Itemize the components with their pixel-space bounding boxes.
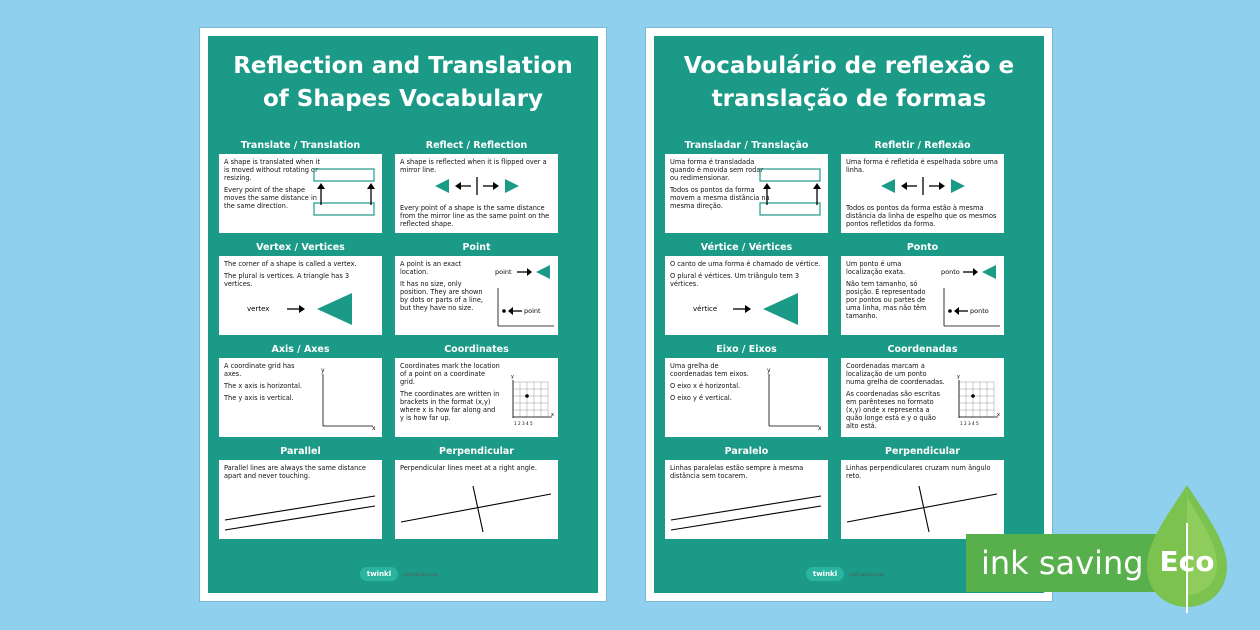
card-heading: Point	[395, 240, 558, 256]
reflect-text-2: Todos os pontos da forma estão à mesma distância da linha de espelho que os mesmos pontos refletidos da forma.	[846, 204, 997, 228]
translate-text-2: Todos os pontos da forma movem a mesma distância na mesma direção.	[670, 186, 770, 210]
card-axis	[217, 340, 384, 439]
svg-text:x: x	[997, 412, 1000, 418]
point-text-1: A point is an exact location.	[400, 260, 462, 276]
card-heading: Perpendicular	[395, 444, 558, 460]
card-coordinates	[393, 340, 560, 439]
footer-url: visit twinkl.com	[849, 573, 885, 578]
svg-text:1 2 3 4 5: 1 2 3 4 5	[514, 421, 533, 426]
card-parallel	[217, 442, 384, 541]
card-heading: Coordenadas	[841, 342, 1004, 358]
svg-text:y: y	[321, 367, 325, 374]
coordinates-text-1: Coordenadas marcam a localização de um ponto numa grelha de coordenadas.	[846, 362, 945, 386]
vertex-label: vertex	[247, 305, 270, 313]
card-vertex	[663, 238, 830, 337]
poster-portuguese	[646, 28, 1052, 601]
perpendicular-lines-diagram	[395, 484, 555, 532]
axis-text-3: O eixo y é vertical.	[670, 394, 732, 402]
card-heading: Transladar / Translação	[665, 138, 828, 154]
point-diagram	[492, 264, 560, 328]
svg-text:x: x	[818, 425, 822, 430]
reflect-text-1: A shape is reflected when it is flipped over a mirror line.	[400, 158, 547, 174]
card-vertex	[217, 238, 384, 337]
card-heading: Ponto	[841, 240, 1004, 256]
reflect-text-2: Every point of a shape is the same distance from the mirror line as the same point on the reflected shape.	[400, 204, 550, 228]
translation-diagram	[665, 158, 825, 216]
eco-label: Eco	[1159, 545, 1215, 578]
reflect-text-1: Uma forma é refletida é espelhada sobre uma linha.	[846, 158, 998, 174]
perpendicular-text: Linhas perpendiculares cruzam num ângulo reto.	[846, 464, 991, 480]
card-heading: Axis / Axes	[219, 342, 382, 358]
parallel-text: Linhas paralelas estão sempre à mesma distância sem tocarem.	[670, 464, 804, 480]
vertex-text-2: The plural is vertices. A triangle has 3 vertices.	[224, 272, 350, 288]
vertex-text-1: O canto de uma forma é chamado de vértice.	[670, 260, 821, 268]
coordinates-text-2: The coordinates are written in brackets in the format (x,y) where x is how far along and y is how far up.	[400, 390, 500, 422]
perpendicular-text: Perpendicular lines meet at a right angle.	[400, 464, 537, 472]
point-text-1: Um ponto é uma localização exata.	[846, 260, 906, 276]
card-heading: Perpendicular	[841, 444, 1004, 460]
axes-diagram	[319, 364, 379, 430]
point-text-2: Não tem tamanho, só posição. É representado por pontos ou partes de uma linha, mas não têm tamanho.	[846, 280, 927, 320]
point-diagram	[938, 264, 1006, 328]
svg-text:y: y	[957, 374, 960, 380]
footer-url: visit twinkl.com	[403, 573, 439, 578]
card-axis	[663, 340, 830, 439]
translation-diagram	[219, 158, 379, 216]
card-heading: Refletir / Reflexão	[841, 138, 1004, 154]
card-translate	[663, 136, 830, 235]
card-translate	[217, 136, 384, 235]
point-label-2: ponto	[970, 307, 989, 315]
parallel-lines-diagram	[219, 492, 379, 532]
twinkl-logo: twinkl	[360, 567, 398, 581]
coordinates-text-1: Coordinates mark the location of a point on a coordinate grid.	[400, 362, 500, 386]
card-heading: Vertex / Vertices	[219, 240, 382, 256]
reflection-diagram	[395, 176, 555, 196]
vertex-diagram	[665, 292, 825, 332]
svg-text:y: y	[767, 367, 771, 374]
card-point	[839, 238, 1006, 337]
card-perpendicular	[839, 442, 1006, 541]
card-heading: Eixo / Eixos	[665, 342, 828, 358]
axis-text-1: A coordinate grid has axes.	[224, 362, 295, 378]
card-heading: Coordinates	[395, 342, 558, 358]
perpendicular-lines-diagram	[841, 484, 1001, 532]
translate-text-1: Uma forma é transladada quando é movida sem rodar ou redimensionar.	[670, 158, 764, 182]
coordinates-text-2: As coordenadas são escritas em parênteses no formato (x,y) onde x representa a quão longe está e y o quão alto está.	[846, 390, 940, 430]
translate-text-1: A shape is translated when it is moved without rotating or resizing.	[224, 158, 321, 182]
eco-leaf-icon	[1145, 483, 1229, 615]
card-reflect	[393, 136, 560, 235]
point-label-2: point	[524, 307, 541, 315]
point-label-1: point	[495, 268, 512, 276]
card-heading: Parallel	[219, 444, 382, 460]
translate-text-2: Every point of the shape moves the same distance in the same direction.	[224, 186, 317, 210]
parallel-lines-diagram	[665, 492, 825, 532]
parallel-text: Parallel lines are always the same distance apart and never touching.	[224, 464, 366, 480]
poster-title: Reflection and Translation of Shapes Vocabulary	[233, 53, 573, 112]
axis-text-3: The y axis is vertical.	[224, 394, 294, 402]
card-reflect	[839, 136, 1006, 235]
card-parallel	[663, 442, 830, 541]
axis-text-2: O eixo x é horizontal.	[670, 382, 741, 390]
poster-english	[200, 28, 606, 601]
card-heading: Translate / Translation	[219, 138, 382, 154]
reflection-diagram	[841, 176, 1001, 196]
vertex-label: vértice	[693, 305, 718, 313]
twinkl-logo: twinkl	[806, 567, 844, 581]
card-heading: Reflect / Reflection	[395, 138, 558, 154]
svg-text:x: x	[372, 425, 376, 430]
vertex-text-2: O plural é vértices. Um triângulo tem 3 vértices.	[670, 272, 800, 288]
vertex-text-1: The corner of a shape is called a vertex.	[224, 260, 357, 268]
card-perpendicular	[393, 442, 560, 541]
coordinate-grid-diagram	[507, 368, 557, 428]
axis-text-1: Uma grelha de coordenadas tem eixos.	[670, 362, 749, 378]
svg-text:1 2 3 4 5: 1 2 3 4 5	[960, 421, 979, 426]
point-label-1: ponto	[941, 268, 960, 276]
point-text-2: It has no size, only position. They are shown by dots or parts of a line, but they have no size.	[400, 280, 483, 312]
coordinate-grid-diagram	[953, 368, 1003, 428]
svg-text:x: x	[551, 412, 554, 418]
axes-diagram	[765, 364, 825, 430]
card-heading: Paralelo	[665, 444, 828, 460]
ink-saving-label: ink saving	[981, 544, 1144, 582]
axis-text-2: The x axis is horizontal.	[224, 382, 303, 390]
card-point	[393, 238, 560, 337]
card-coordinates	[839, 340, 1006, 439]
svg-text:y: y	[511, 374, 514, 380]
vertex-diagram	[219, 292, 379, 332]
poster-title: Vocabulário de reflexão e translação de formas	[683, 53, 1015, 112]
card-heading: Vértice / Vértices	[665, 240, 828, 256]
